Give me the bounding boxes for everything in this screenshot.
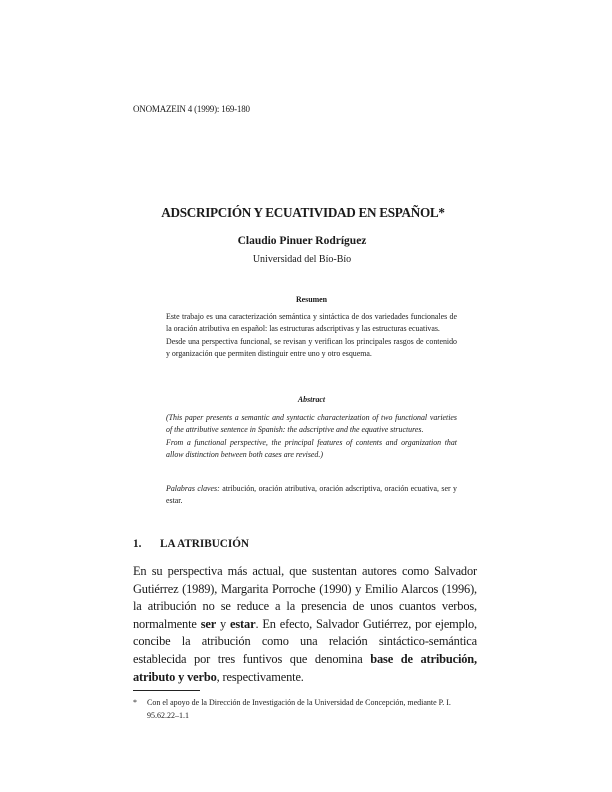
keywords-section xyxy=(166,483,457,508)
section-heading xyxy=(133,538,249,550)
body-paragraph xyxy=(133,563,477,686)
keywords-line xyxy=(166,483,457,508)
body-text-run: , respectivamente. xyxy=(216,669,304,684)
term-base-atributo: base de atribución, atributo xyxy=(133,651,477,684)
body-text-run: . En efecto, Salvador Gutiérrez, por ejemplo, concibe la atribución como una relación sintáctico-semántica establecida por tres funtivos que denomina xyxy=(133,616,477,666)
footnote xyxy=(133,697,477,722)
resumen-paragraph: Este trabajo es una caracterización semántica y sintáctica de dos variedades funcionales de la oración atributiva en español: las estructuras adscriptivas y las estructuras ecuativas. xyxy=(166,312,457,334)
resumen-heading: Resumen xyxy=(295,295,328,304)
footnote-rule xyxy=(133,690,200,691)
author-container xyxy=(0,235,612,247)
resumen-paragraph: Desde una perspectiva funcional, se revisan y verifican los principales rasgos de contenido y organización que permiten distinguir entre uno y otro esquema. xyxy=(166,336,457,358)
section-number: 1. xyxy=(133,538,142,550)
term-verbo: y verbo xyxy=(178,669,217,684)
author-name: Claudio Pinuer Rodríguez xyxy=(237,235,367,247)
keywords-text: atribución, oración atributiva, oración adscriptiva, oración ecuativa, ser y estar. xyxy=(166,484,457,506)
body-text xyxy=(133,563,477,686)
abstract-section xyxy=(166,412,457,461)
footnote-mark: * xyxy=(133,698,137,707)
section-title: LA ATRIBUCIÓN xyxy=(160,538,250,550)
body-text-run: y xyxy=(216,616,231,631)
footnote-text: Con el apoyo de la Dirección de Investigación de la Universidad de Concepción, mediante P. I. 95.62.22–1.1 xyxy=(147,698,451,720)
affiliation-container xyxy=(0,254,612,265)
affiliation: Universidad del Bío-Bío xyxy=(252,254,352,265)
abstract-paragraph: (This paper presents a semantic and syntactic characterization of two functional varieties of the attributive sentence in Spanish: the adscriptive and the equative structures. xyxy=(166,413,457,435)
keywords-label: Palabras claves: xyxy=(166,484,220,493)
article-title-container xyxy=(0,205,612,221)
term-ser: ser xyxy=(200,616,217,631)
term-estar: estar xyxy=(230,616,256,631)
resumen-section xyxy=(166,311,457,360)
running-head: ONOMAZEIN 4 (1999): 169-180 xyxy=(133,104,250,114)
abstract-paragraph: From a functional perspective, the principal features of contents and organization that allow distinction between both cases are revised.) xyxy=(166,437,457,459)
abstract-heading: Abstract xyxy=(297,395,326,404)
article-title: ADSCRIPCIÓN Y ECUATIVIDAD EN ESPAÑOL* xyxy=(161,205,445,220)
body-text-run: En su perspectiva más actual, que sustentan autores como Salvador Gutiérrez (1989), Margarita Porroche (1990) y Emilio Alarcos (1996), la atribución no se reduce a la presencia de unos cuantos verbos, normalmente xyxy=(133,564,477,631)
